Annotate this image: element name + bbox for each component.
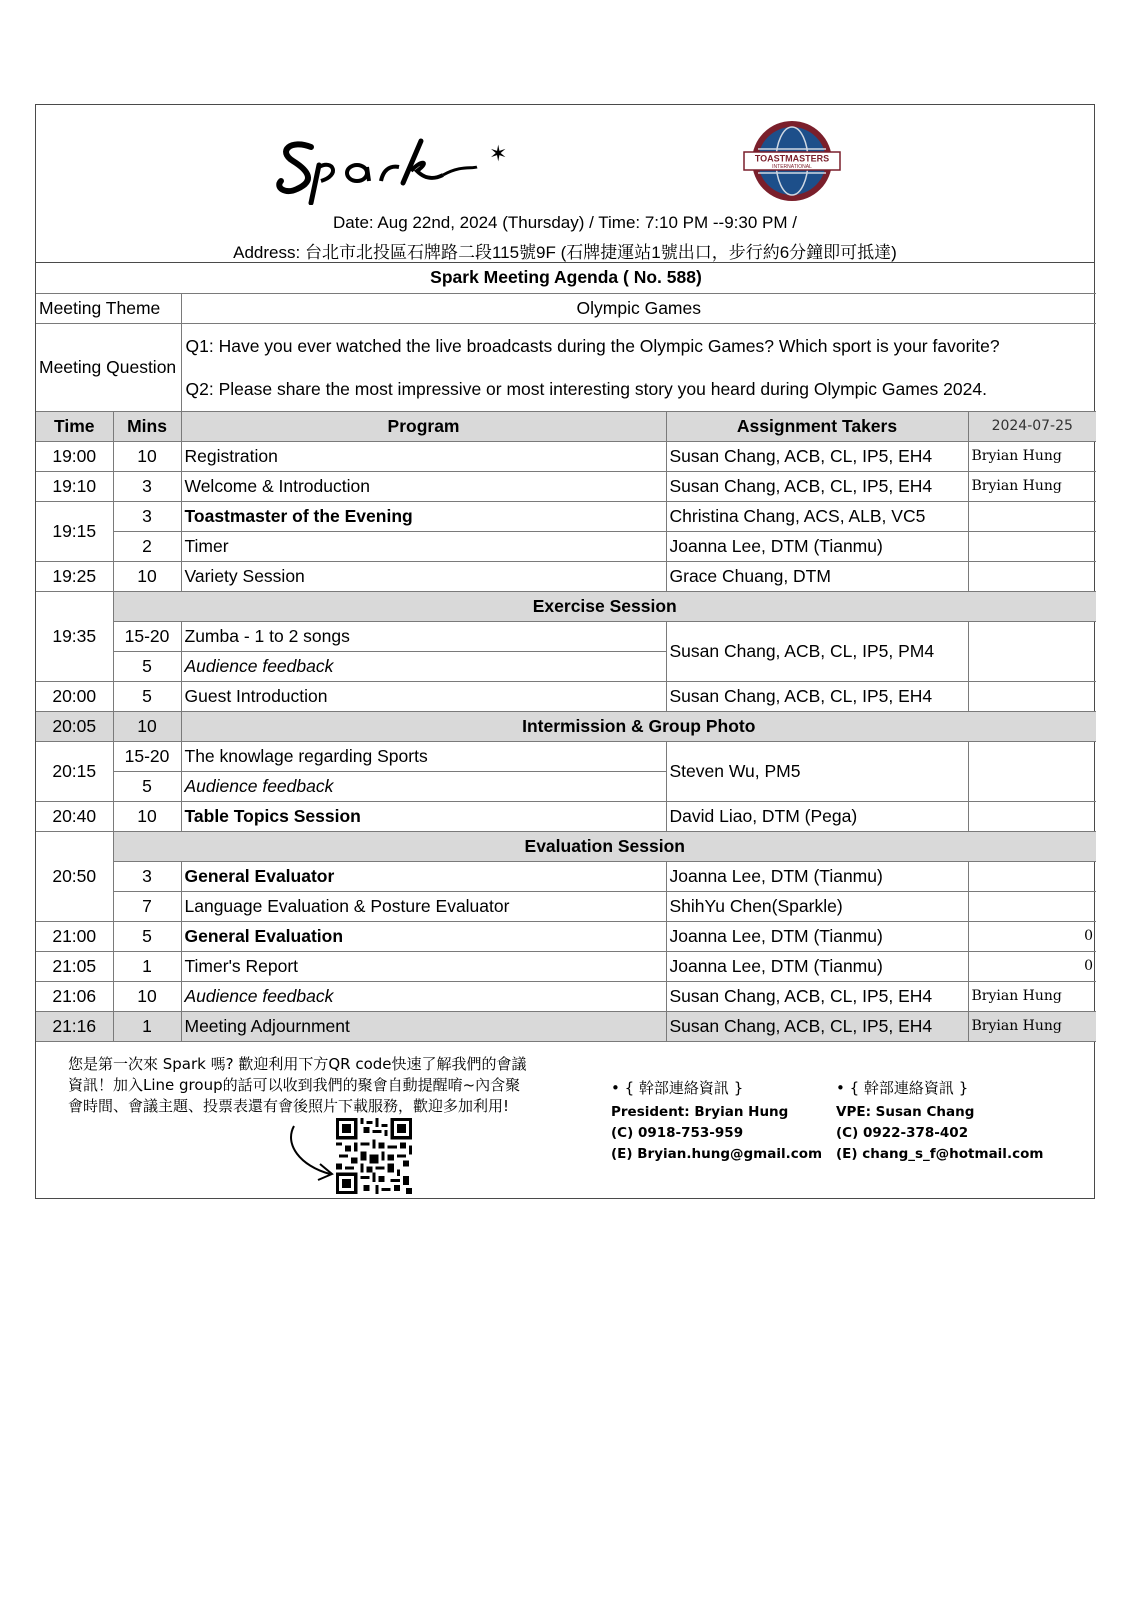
program-cell: Language Evaluation & Posture Evaluator bbox=[181, 891, 666, 921]
vpe-contact bbox=[836, 1078, 1043, 1165]
note-cell bbox=[968, 681, 1096, 711]
column-header-row bbox=[36, 411, 1096, 441]
program-cell: Audience feedback bbox=[181, 771, 666, 801]
time-cell: 19:00 bbox=[36, 441, 113, 471]
agenda-row bbox=[36, 561, 1096, 591]
exercise-session-heading: Exercise Session bbox=[113, 591, 1096, 621]
mins-cell: 15-20 bbox=[113, 741, 181, 771]
time-cell: 21:05 bbox=[36, 951, 113, 981]
agenda-row bbox=[36, 921, 1096, 951]
program-col-header: Program bbox=[181, 411, 666, 441]
toastmasters-logo bbox=[742, 117, 842, 205]
note-cell bbox=[968, 531, 1096, 561]
agenda-row bbox=[36, 981, 1096, 1011]
date-col-header: 2024-07-25 bbox=[968, 411, 1096, 441]
taker-cell: Joanna Lee, DTM (Tianmu) bbox=[666, 921, 968, 951]
program-cell: Toastmaster of the Evening bbox=[181, 501, 666, 531]
time-cell: 21:16 bbox=[36, 1011, 113, 1041]
taker-cell: ShihYu Chen(Sparkle) bbox=[666, 891, 968, 921]
note-cell: 0 bbox=[968, 951, 1096, 981]
mins-cell: 7 bbox=[113, 891, 181, 921]
vpe-phone: (C) 0922-378-402 bbox=[836, 1124, 969, 1141]
time-cell: 20:05 bbox=[36, 711, 113, 741]
note-cell bbox=[968, 741, 1096, 801]
taker-cell: Susan Chang, ACB, CL, IP5, EH4 bbox=[666, 441, 968, 471]
contact-heading: • { 幹部連絡資訊 } bbox=[836, 1078, 969, 1097]
agenda-row bbox=[36, 501, 1096, 531]
qr-code-icon[interactable] bbox=[336, 1118, 412, 1194]
time-col-header: Time bbox=[36, 411, 113, 441]
mins-cell: 1 bbox=[113, 951, 181, 981]
program-cell: Audience feedback bbox=[181, 651, 666, 681]
taker-cell: David Liao, DTM (Pega) bbox=[666, 801, 968, 831]
taker-cell: Susan Chang, ACB, CL, IP5, EH4 bbox=[666, 471, 968, 501]
program-cell: General Evaluator bbox=[181, 861, 666, 891]
program-cell: Registration bbox=[181, 441, 666, 471]
note-cell: Bryian Hung bbox=[968, 471, 1096, 501]
program-cell: Timer bbox=[181, 531, 666, 561]
mins-col-header: Mins bbox=[113, 411, 181, 441]
date-time-line: Date: Aug 22nd, 2024 (Thursday) / Time: 7:10 PM --9:30 PM / bbox=[333, 213, 797, 232]
question-2: Q2: Please share the most impressive or most interesting story you heard during Olympic Games 2024. bbox=[185, 378, 987, 399]
mins-cell: 10 bbox=[113, 981, 181, 1011]
taker-cell: Susan Chang, ACB, CL, IP5, EH4 bbox=[666, 681, 968, 711]
taker-cell: Grace Chuang, DTM bbox=[666, 561, 968, 591]
agenda-row bbox=[36, 531, 1096, 561]
program-cell: The knowlage regarding Sports bbox=[181, 741, 666, 771]
agenda-row bbox=[36, 1011, 1096, 1041]
note-cell: Bryian Hung bbox=[968, 1011, 1096, 1041]
taker-cell: Susan Chang, ACB, CL, IP5, PM4 bbox=[666, 621, 968, 681]
note-cell bbox=[968, 801, 1096, 831]
agenda-header bbox=[36, 105, 1094, 263]
time-cell: 19:25 bbox=[36, 561, 113, 591]
program-cell: Meeting Adjournment bbox=[181, 1011, 666, 1041]
agenda-row bbox=[36, 861, 1096, 891]
session-row bbox=[36, 711, 1096, 741]
mins-cell: 3 bbox=[113, 861, 181, 891]
note-cell: Bryian Hung bbox=[968, 981, 1096, 1011]
taker-cell: Joanna Lee, DTM (Tianmu) bbox=[666, 861, 968, 891]
session-row bbox=[36, 591, 1096, 621]
svg-text:✶: ✶ bbox=[489, 142, 508, 167]
mins-cell: 3 bbox=[113, 471, 181, 501]
footer bbox=[36, 1042, 1094, 1198]
mins-cell: 2 bbox=[113, 531, 181, 561]
note-cell bbox=[968, 891, 1096, 921]
time-cell: 19:15 bbox=[36, 501, 113, 561]
agenda-row bbox=[36, 471, 1096, 501]
vpe-email[interactable]: (E) chang_s_f@hotmail.com bbox=[836, 1145, 1044, 1162]
mins-cell: 10 bbox=[113, 801, 181, 831]
program-cell: General Evaluation bbox=[181, 921, 666, 951]
president-email[interactable]: (E) Bryian.hung@gmail.com bbox=[611, 1145, 823, 1162]
question-1: Q1: Have you ever watched the live broadcasts during the Olympic Games? Which sport is your favorite? bbox=[185, 335, 1000, 356]
program-cell: Welcome & Introduction bbox=[181, 471, 666, 501]
program-cell: Zumba - 1 to 2 songs bbox=[181, 621, 666, 651]
address-line: Address: 台北市北投區石牌路二段115號9F (石牌捷運站1號出口，步行約6分鐘即可抵達) bbox=[233, 243, 897, 262]
welcome-line: 您是第一次來 Spark 嗎? 歡迎利用下方QR code快速了解我們的會議 bbox=[68, 1054, 527, 1073]
mins-cell: 10 bbox=[113, 441, 181, 471]
taker-cell: Joanna Lee, DTM (Tianmu) bbox=[666, 531, 968, 561]
mins-cell: 5 bbox=[113, 771, 181, 801]
taker-cell: Susan Chang, ACB, CL, IP5, EH4 bbox=[666, 981, 968, 1011]
program-cell: Guest Introduction bbox=[181, 681, 666, 711]
agenda-row bbox=[36, 951, 1096, 981]
program-cell: Timer's Report bbox=[181, 951, 666, 981]
time-cell: 21:06 bbox=[36, 981, 113, 1011]
taker-cell: Christina Chang, ACS, ALB, VC5 bbox=[666, 501, 968, 531]
meeting-theme-label: Meeting Theme bbox=[36, 293, 181, 323]
contact-heading: • { 幹部連絡資訊 } bbox=[611, 1078, 744, 1097]
time-cell: 20:00 bbox=[36, 681, 113, 711]
agenda-row bbox=[36, 891, 1096, 921]
mins-cell: 10 bbox=[113, 711, 181, 741]
mins-cell: 15-20 bbox=[113, 621, 181, 651]
mins-cell: 5 bbox=[113, 921, 181, 951]
meeting-question-label: Meeting Question bbox=[36, 323, 181, 411]
mins-cell: 5 bbox=[113, 681, 181, 711]
note-cell: Bryian Hung bbox=[968, 441, 1096, 471]
takers-col-header: Assignment Takers bbox=[666, 411, 968, 441]
taker-cell: Joanna Lee, DTM (Tianmu) bbox=[666, 951, 968, 981]
agenda-sheet bbox=[35, 104, 1095, 1199]
welcome-line: 資訊！加入Line group的話可以收到我們的聚會自動提醒唷~內含聚 bbox=[68, 1075, 521, 1094]
welcome-line: 會時間、會議主題、投票表還有會後照片下載服務，歡迎多加利用! bbox=[68, 1096, 510, 1115]
session-row bbox=[36, 831, 1096, 861]
note-cell bbox=[968, 861, 1096, 891]
evaluation-session-heading: Evaluation Session bbox=[113, 831, 1096, 861]
agenda-table bbox=[36, 263, 1096, 1042]
time-cell: 20:50 bbox=[36, 831, 113, 921]
agenda-row bbox=[36, 441, 1096, 471]
taker-cell: Steven Wu, PM5 bbox=[666, 741, 968, 801]
president-phone: (C) 0918-753-959 bbox=[611, 1124, 744, 1141]
note-cell: 0 bbox=[968, 921, 1096, 951]
tm-logo-text: TOASTMASTERS bbox=[754, 153, 830, 164]
mins-cell: 3 bbox=[113, 501, 181, 531]
mins-cell: 10 bbox=[113, 561, 181, 591]
note-cell bbox=[968, 621, 1096, 681]
time-cell: 20:15 bbox=[36, 741, 113, 801]
taker-cell: Susan Chang, ACB, CL, IP5, EH4 bbox=[666, 1011, 968, 1041]
agenda-title: Spark Meeting Agenda ( No. 588) bbox=[36, 263, 1096, 293]
time-cell: 19:35 bbox=[36, 591, 113, 681]
time-cell: 20:40 bbox=[36, 801, 113, 831]
tm-logo-subtext: INTERNATIONAL bbox=[772, 164, 812, 170]
time-cell: 19:10 bbox=[36, 471, 113, 501]
welcome-text bbox=[68, 1054, 588, 1117]
program-cell: Table Topics Session bbox=[181, 801, 666, 831]
mins-cell: 5 bbox=[113, 651, 181, 681]
note-cell bbox=[968, 561, 1096, 591]
program-cell: Variety Session bbox=[181, 561, 666, 591]
agenda-row bbox=[36, 681, 1096, 711]
agenda-row bbox=[36, 801, 1096, 831]
spark-logo bbox=[271, 125, 526, 205]
president-name: President: Bryian Hung bbox=[611, 1103, 789, 1120]
agenda-title-row bbox=[36, 263, 1096, 293]
program-cell: Audience feedback bbox=[181, 981, 666, 1011]
vpe-name: VPE: Susan Chang bbox=[836, 1103, 975, 1120]
meeting-theme-value: Olympic Games bbox=[181, 293, 1096, 323]
time-cell: 21:00 bbox=[36, 921, 113, 951]
agenda-row bbox=[36, 741, 1096, 771]
meeting-theme-row bbox=[36, 293, 1096, 323]
note-cell bbox=[968, 501, 1096, 531]
president-contact bbox=[611, 1078, 822, 1165]
meeting-question-row bbox=[36, 323, 1096, 411]
intermission-heading: Intermission & Group Photo bbox=[181, 711, 1096, 741]
meeting-question-cell bbox=[181, 323, 1096, 411]
mins-cell: 1 bbox=[113, 1011, 181, 1041]
agenda-row bbox=[36, 621, 1096, 651]
